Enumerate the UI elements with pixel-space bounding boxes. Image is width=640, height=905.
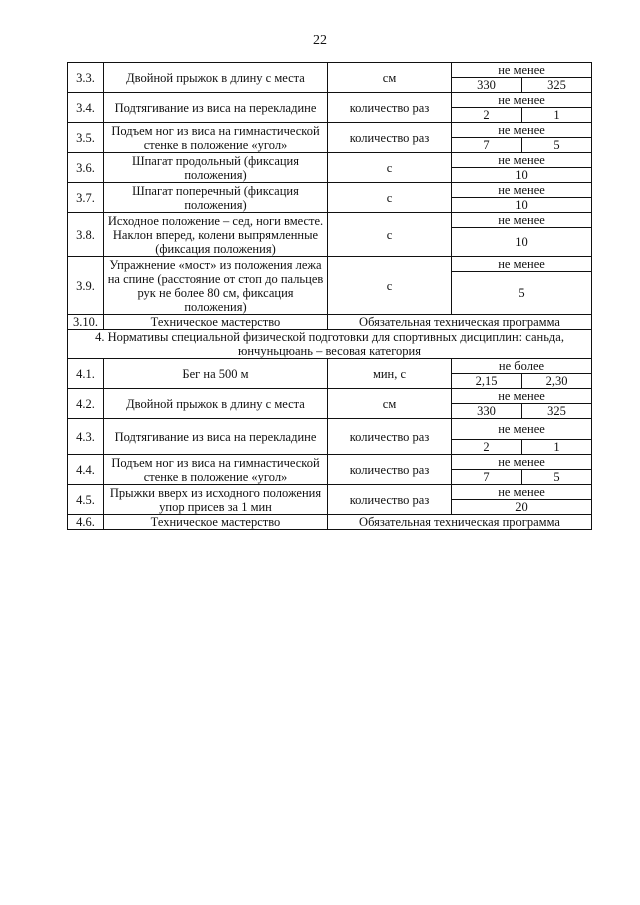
- row-number: 3.10.: [68, 315, 104, 330]
- value-cell-2: 1: [522, 440, 592, 455]
- exercise-name: Техническое мастерство: [104, 315, 328, 330]
- row-number: 3.8.: [68, 213, 104, 257]
- unit-cell: с: [328, 153, 452, 183]
- unit-cell: количество раз: [328, 123, 452, 153]
- row-number: 3.7.: [68, 183, 104, 213]
- table-row: [68, 93, 592, 108]
- table-row: [68, 63, 592, 78]
- unit-cell: количество раз: [328, 93, 452, 123]
- table-row: [68, 153, 592, 168]
- qualifier-cell: не менее: [452, 123, 592, 138]
- table-row: [68, 123, 592, 138]
- norms-table: [67, 62, 592, 530]
- table-row: [68, 389, 592, 404]
- value-cell-1: 2,15: [452, 374, 522, 389]
- unit-cell: количество раз: [328, 455, 452, 485]
- table-row: [68, 257, 592, 272]
- unit-cell: с: [328, 213, 452, 257]
- qualifier-cell: не более: [452, 359, 592, 374]
- row-number: 4.6.: [68, 515, 104, 530]
- value-cell-2: 1: [522, 108, 592, 123]
- table-row: [68, 455, 592, 470]
- value-cell: 10: [452, 228, 592, 257]
- qualifier-cell: не менее: [452, 419, 592, 440]
- qualifier-cell: не менее: [452, 389, 592, 404]
- exercise-name: Подъем ног из виса на гимнастической стенке в положение «угол»: [104, 123, 328, 153]
- section-header-row: [68, 330, 592, 359]
- unit-cell: количество раз: [328, 419, 452, 455]
- unit-cell: см: [328, 63, 452, 93]
- value-cell-2: 5: [522, 470, 592, 485]
- exercise-name: Прыжки вверх из исходного положения упор присев за 1 мин: [104, 485, 328, 515]
- qualifier-cell: не менее: [452, 257, 592, 272]
- row-number: 4.5.: [68, 485, 104, 515]
- row-number: 3.5.: [68, 123, 104, 153]
- value-cell-1: 2: [452, 108, 522, 123]
- qualifier-cell: не менее: [452, 63, 592, 78]
- value-cell-1: 7: [452, 138, 522, 153]
- qualifier-cell: не менее: [452, 455, 592, 470]
- qualifier-cell: не менее: [452, 153, 592, 168]
- row-number: 3.6.: [68, 153, 104, 183]
- table-row: [68, 485, 592, 500]
- exercise-name: Двойной прыжок в длину с места: [104, 389, 328, 419]
- value-cell-2: 5: [522, 138, 592, 153]
- value-cell-2: 325: [522, 404, 592, 419]
- row-number: 4.2.: [68, 389, 104, 419]
- row-number: 4.4.: [68, 455, 104, 485]
- row-number: 4.3.: [68, 419, 104, 455]
- value-cell-1: 330: [452, 78, 522, 93]
- value-cell: 10: [452, 168, 592, 183]
- value-cell-1: 2: [452, 440, 522, 455]
- unit-cell: см: [328, 389, 452, 419]
- row-number: 3.4.: [68, 93, 104, 123]
- exercise-name: Шпагат поперечный (фиксация положения): [104, 183, 328, 213]
- exercise-name: Подъем ног из виса на гимнастической стенке в положение «угол»: [104, 455, 328, 485]
- table-row: [68, 315, 592, 330]
- qualifier-cell: не менее: [452, 213, 592, 228]
- exercise-name: Бег на 500 м: [104, 359, 328, 389]
- exercise-name: Подтягивание из виса на перекладине: [104, 419, 328, 455]
- section-heading: 4. Нормативы специальной физической подготовки для спортивных дисциплин: саньда, юнчуньцюань – весовая категория: [68, 330, 592, 359]
- value-cell-1: 330: [452, 404, 522, 419]
- table-row: [68, 359, 592, 374]
- table-row: [68, 419, 592, 440]
- value-cell: 20: [452, 500, 592, 515]
- value-cell: 10: [452, 198, 592, 213]
- program-cell: Обязательная техническая программа: [328, 515, 592, 530]
- qualifier-cell: не менее: [452, 183, 592, 198]
- unit-cell: с: [328, 257, 452, 315]
- table-row: [68, 515, 592, 530]
- table-row: [68, 183, 592, 198]
- table-row: [68, 213, 592, 228]
- qualifier-cell: не менее: [452, 93, 592, 108]
- exercise-name: Техническое мастерство: [104, 515, 328, 530]
- qualifier-cell: не менее: [452, 485, 592, 500]
- program-cell: Обязательная техническая программа: [328, 315, 592, 330]
- value-cell-1: 7: [452, 470, 522, 485]
- value-cell-2: 2,30: [522, 374, 592, 389]
- unit-cell: количество раз: [328, 485, 452, 515]
- exercise-name: Двойной прыжок в длину с места: [104, 63, 328, 93]
- row-number: 3.9.: [68, 257, 104, 315]
- row-number: 4.1.: [68, 359, 104, 389]
- exercise-name: Шпагат продольный (фиксация положения): [104, 153, 328, 183]
- unit-cell: с: [328, 183, 452, 213]
- exercise-name: Упражнение «мост» из положения лежа на спине (расстояние от стоп до пальцев рук не более 80 см, фиксация положения): [104, 257, 328, 315]
- exercise-name: Подтягивание из виса на перекладине: [104, 93, 328, 123]
- exercise-name: Исходное положение – сед, ноги вместе. Наклон вперед, колени выпрямленные (фиксация положения): [104, 213, 328, 257]
- value-cell: 5: [452, 272, 592, 315]
- unit-cell: мин, с: [328, 359, 452, 389]
- value-cell-2: 325: [522, 78, 592, 93]
- row-number: 3.3.: [68, 63, 104, 93]
- page-number: 22: [313, 33, 327, 48]
